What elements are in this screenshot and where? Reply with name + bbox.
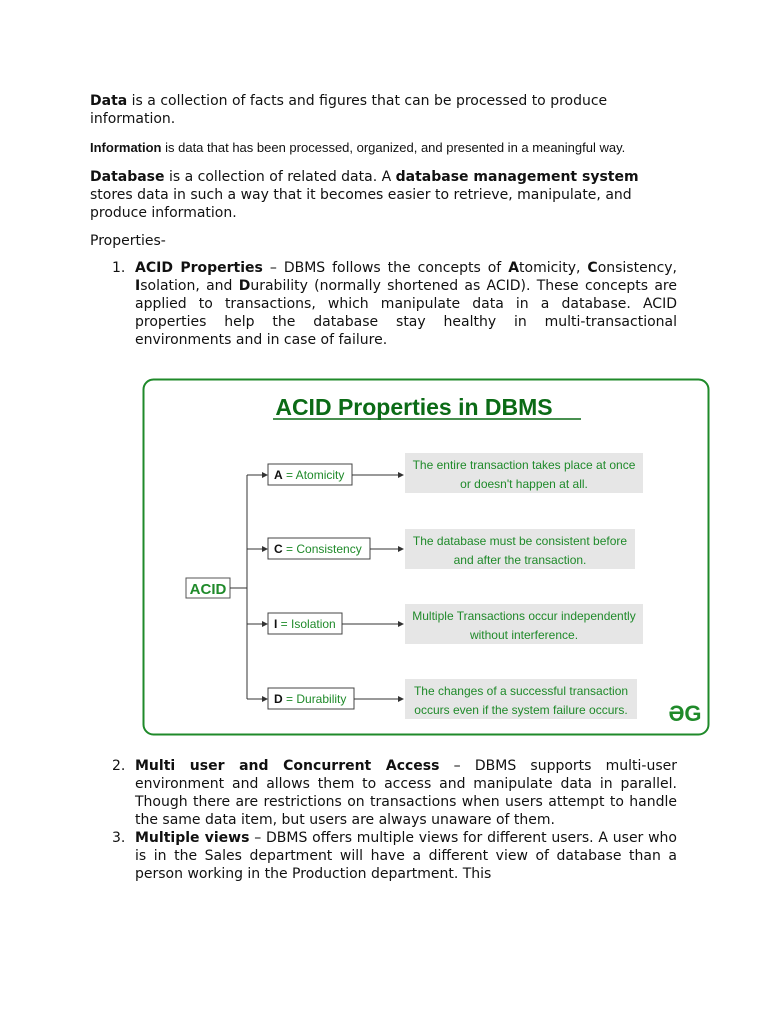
multi-user-body: DBMS supports multi-user environment and allows them to access and manipulate data in parallel. Though there are restrictions on transactions when users attempt to handle the same data item, but users are always unaware of them. [135,758,677,828]
node-letter: D [274,692,283,706]
list-item-multi-user [90,757,677,829]
node-rest: = Atomicity [282,468,345,482]
node-label [274,542,362,556]
list-number: 2. [112,758,126,774]
data-definition [90,92,650,128]
desc-line-1: The entire transaction takes place at once [412,458,636,472]
information-definition-text: is data that has been processed, organized, and presented in a meaningful way. [161,140,626,155]
node-rest: = Consistency [282,542,362,556]
acid-i-rest: solation, and [140,278,239,294]
diagram-title: ACID Properties in DBMS [275,394,553,420]
desc-line-2: or doesn't happen at all. [460,477,588,491]
acid-sep: – [262,260,284,276]
information-term: Information [90,140,162,155]
multiple-views-sep: – [249,830,266,846]
information-definition [90,139,690,157]
list-number: 3. [112,830,126,846]
node-letter: A [274,468,283,482]
acid-c-letter: C [587,260,598,276]
data-definition-text: is a collection of facts and figures that can be processed to produce information. [90,93,608,127]
acid-title: ACID Properties [135,260,263,276]
database-definition-text-1: is a collection of related data. A [164,169,396,185]
desc-line-2: and after the transaction. [453,553,587,567]
dbms-term: database management system [395,169,639,185]
database-definition [90,168,670,222]
acid-root-label: ACID [189,581,227,598]
list-number: 1. [112,260,126,276]
gfg-logo-icon: ƏG [668,701,702,726]
acid-d-rest: urability (normally shortened as ACID). These concepts are applied to transactions, which manipulate data in a database. ACID properties help the database stay healthy in multi-transactional environments and in case of failure. [135,278,677,348]
database-definition-text-2: stores data in such a way that it becomes easier to retrieve, manipulate, and produce information. [90,187,632,221]
desc-line-2: without interference. [469,628,579,642]
list-item-acid [90,259,677,349]
acid-a-rest: tomicity, [519,260,588,276]
node-label [274,617,336,631]
acid-diagram-svg [142,378,710,736]
node-label [274,468,344,482]
desc-line-1: Multiple Transactions occur independently [412,609,636,623]
node-rest: = Isolation [277,617,336,631]
multiple-views-body: DBMS offers multiple views for different users. A user who is in the Sales department will have a different view of database than a person working in the Production department. This [135,830,677,882]
acid-pre: DBMS follows the concepts of [283,260,509,276]
node-letter: I [274,617,278,631]
acid-i-letter: I [135,278,141,294]
acid-diagram [142,378,710,736]
multi-user-sep: – [439,758,475,774]
desc-line-1: The changes of a successful transaction [413,684,629,698]
list-item-multiple-views [90,829,677,883]
node-label [274,692,346,706]
properties-list [90,259,677,349]
node-rest: = Durability [282,692,347,706]
multiple-views-title: Multiple views [135,830,250,846]
properties-list-continued [90,757,677,883]
node-letter: C [274,542,283,556]
desc-line-2: occurs even if the system failure occurs. [414,703,628,717]
multi-user-title: Multi user and Concurrent Access [135,758,440,774]
acid-c-rest: onsistency, [597,260,678,276]
acid-d-letter: D [238,278,251,294]
properties-label: Properties- [90,233,166,249]
acid-a-letter: A [508,260,520,276]
database-term: Database [90,169,165,185]
data-term: Data [90,93,128,109]
desc-line-1: The database must be consistent before [412,534,628,548]
